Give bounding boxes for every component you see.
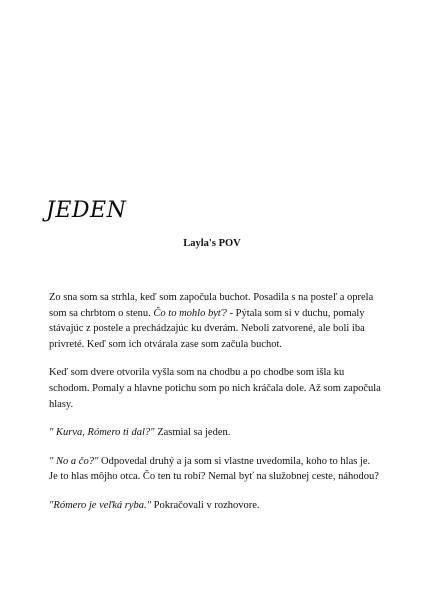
paragraph	[49, 454, 381, 485]
chapter-title: JEDEN	[46, 198, 127, 223]
paragraph-text: Zo sna som sa strhla, keď som započula buchot. Posadila s na posteľ a oprela som sa chrbtom o stenu.	[49, 292, 374, 319]
paragraph	[49, 425, 381, 441]
dialogue-italic: "Rómero je veľká ryba."	[49, 499, 152, 511]
dialogue-italic: " Kurva, Rómero ti dal?"	[49, 427, 155, 439]
paragraph-text: Keď som dvere otvorila vyšla som na chodbu a po chodbe som išla ku schodom. Pomaly a hlavne potichu som po nich kráčala dole. Až som započula hlasy.	[49, 367, 381, 410]
paragraph-text-italic: Čo to mohlo byť?	[153, 307, 227, 319]
paragraph-text: Zasmial sa jeden.	[154, 427, 231, 439]
body-text	[49, 290, 381, 526]
pov-subtitle: Layla's POV	[183, 238, 241, 249]
dialogue-italic: " No a čo?"	[49, 455, 99, 467]
paragraph-text: Pokračovali v rozhovore.	[151, 499, 260, 511]
paragraph	[49, 290, 381, 352]
paragraph-text: Odpovedal druhý a ja som si vlastne uvedomila, koho to hlas je. Je to hlas môjho otca. Čo ten tu robí? Nemal byť na služobnej ceste, náhodou?	[49, 455, 379, 483]
paragraph	[49, 498, 381, 514]
paragraph-text: - Pýtala som si v duchu, pomaly stávajúc z postele a prechádzajúc ku dverám. Neboli zatvorené, ale boli iba privreté. Keď som ich otvárala zase som začula buchot.	[49, 307, 365, 350]
paragraph	[49, 365, 381, 412]
